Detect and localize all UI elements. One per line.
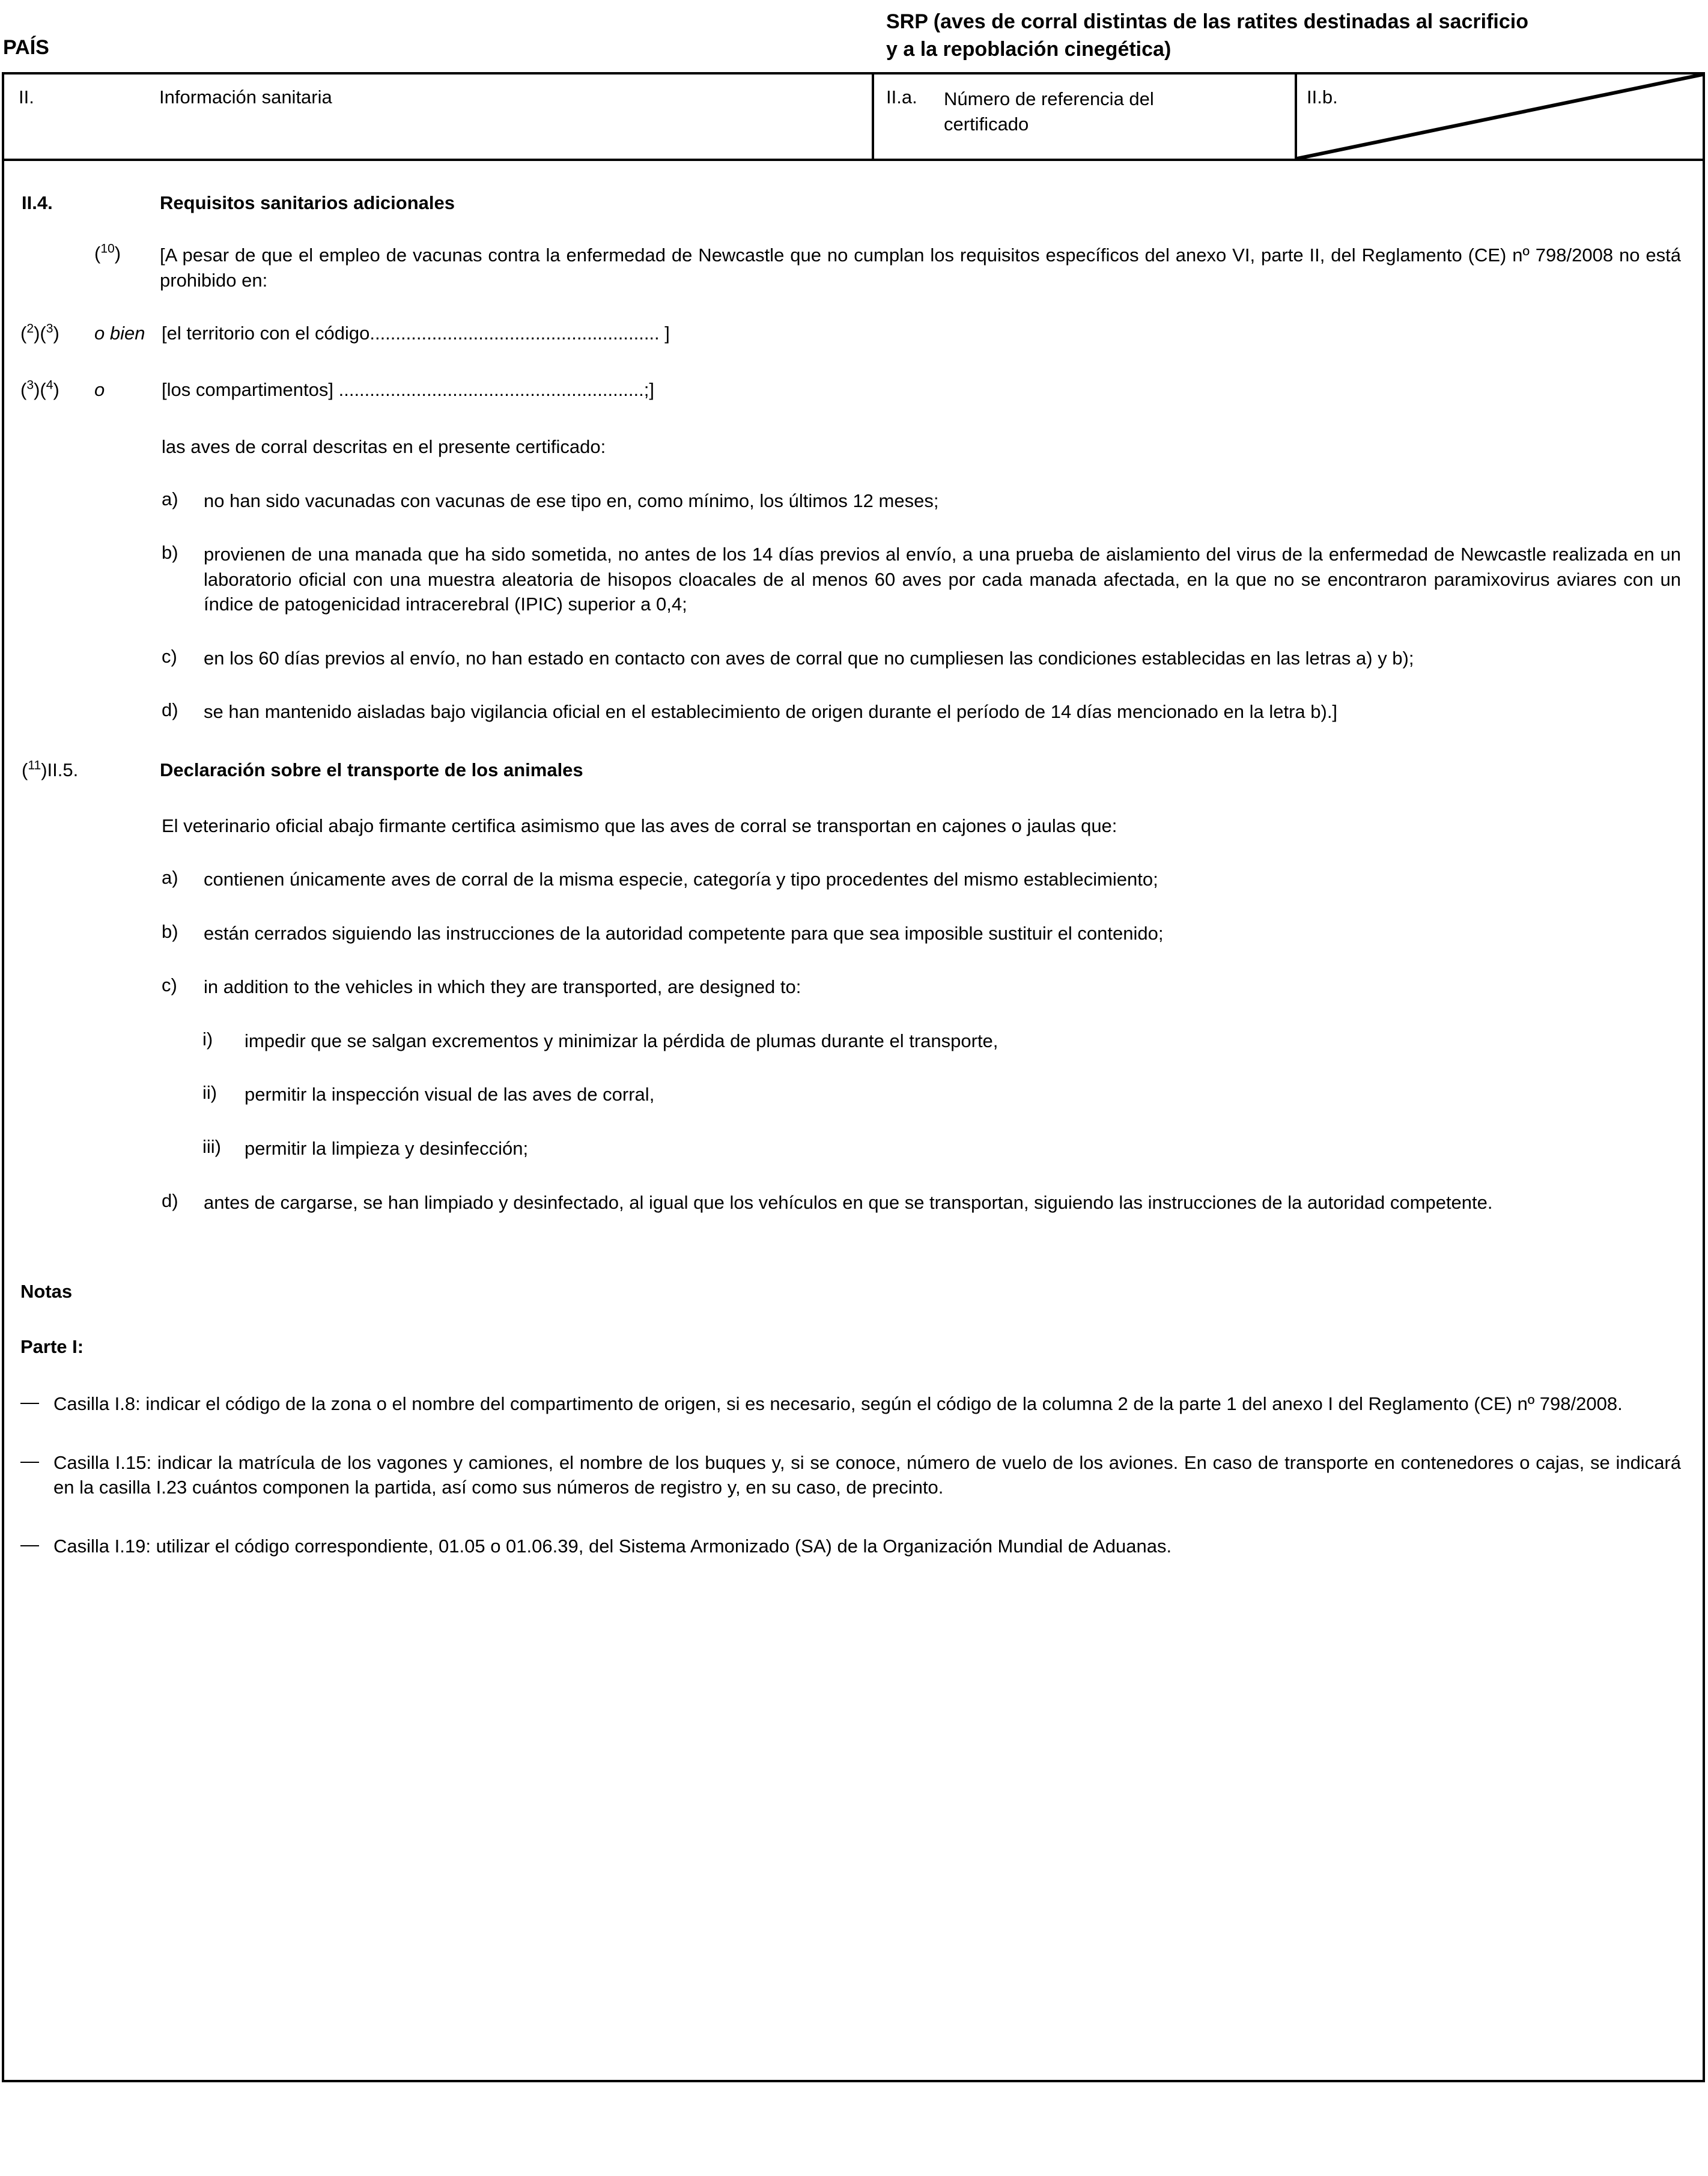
list-item-marker: c) bbox=[162, 645, 177, 667]
option-1-content: [el territorio con el código........................................................ ] bbox=[162, 323, 670, 344]
list-item bbox=[4, 646, 1703, 671]
footnote-marker-10: ($^{10}$) bbox=[94, 242, 121, 264]
list-item-text: antes de cargarse, se han limpiado y desinfectado, al igual que los vehículos en que se transportan, siguiendo las instrucciones de la autoridad competente. bbox=[204, 1191, 1493, 1213]
note-item-text: Casilla I.19: utilizar el código correspondiente, 01.05 o 01.06.39, del Sistema Armonizado (SA) de la Organización Mundial de Aduanas. bbox=[53, 1535, 1172, 1557]
section-label: Información sanitaria bbox=[159, 87, 332, 108]
header-cell-iib bbox=[1295, 74, 1703, 159]
option-2-markers: ($^3$)($^4$) bbox=[20, 378, 59, 401]
list-item bbox=[4, 921, 1703, 946]
section-ii4-title: Requisitos sanitarios adicionales bbox=[160, 192, 455, 213]
certificate-title bbox=[886, 8, 1708, 64]
table-header-row bbox=[4, 74, 1703, 161]
option-1-sup-a: 2 bbox=[26, 321, 34, 336]
list-item bbox=[4, 1190, 1703, 1215]
document-table bbox=[2, 72, 1705, 2082]
sub-list-item-text: permitir la inspección visual de las aves de corral, bbox=[245, 1084, 655, 1105]
option-line-compartments bbox=[4, 379, 1703, 406]
sub-list-item-marker: i) bbox=[202, 1028, 213, 1050]
list-item-text: in addition to the vehicles in which they are transported, are designed to: bbox=[204, 976, 801, 998]
list-item-text: se han mantenido aisladas bajo vigilancia oficial en el establecimiento de origen durante el período de 14 días mencionado en la letra b).] bbox=[204, 701, 1338, 723]
list-item-marker: d) bbox=[162, 699, 178, 721]
sub-list-item-marker: ii) bbox=[202, 1082, 217, 1104]
reference-number-label: II.a. bbox=[886, 87, 917, 108]
header-cell-section bbox=[4, 74, 872, 159]
list-item-marker: b) bbox=[162, 542, 178, 564]
section-ii5-footnote-sup: 11 bbox=[28, 758, 41, 773]
section-heading-ii4 bbox=[4, 192, 1703, 217]
reference-label-line2: certificado bbox=[944, 113, 1029, 135]
list-item bbox=[4, 867, 1703, 892]
ii5-lead-in: El veterinario oficial abajo firmante certifica asimismo que las aves de corral se transportan en cajones o jaulas que: bbox=[162, 815, 1117, 836]
notes-heading: Notas bbox=[20, 1281, 73, 1302]
ii4-lead-in: las aves de corral descritas en el presente certificado: bbox=[162, 436, 606, 458]
list-item-text: provienen de una manada que ha sido sometida, no antes de los 14 días previos al envío, a una prueba de aislamiento del virus de la enfermedad de Newcastle realizada en un laboratorio oficial con una muestra aleatoria de hisopos cloacales de al menos 60 aves por cada manada afectada, en la que no se encontraron paramixovirus aviares con un índice de patogenicidad intracerebral (IPIC) superior a 0,4; bbox=[204, 544, 1681, 615]
list-item-marker: b) bbox=[162, 920, 178, 942]
sub-list-item-text: permitir la limpieza y desinfección; bbox=[245, 1137, 529, 1159]
sub-list-item bbox=[4, 1082, 1703, 1107]
note-item bbox=[4, 1391, 1703, 1417]
diagonal-strikethrough-icon bbox=[1297, 74, 1703, 159]
notes-part-heading: Parte I: bbox=[20, 1336, 84, 1358]
note-dash-icon: — bbox=[20, 1391, 39, 1413]
reference-label-line1: Número de referencia del bbox=[944, 88, 1154, 109]
note-item-text: Casilla I.8: indicar el código de la zona o el nombre del compartimento de origen, si es necesario, según el código de la columna 2 de la parte 1 del anexo I del Reglamento (CE) nº 798/2008. bbox=[53, 1393, 1623, 1415]
note-dash-icon: — bbox=[20, 1533, 39, 1555]
sub-list-item bbox=[4, 1136, 1703, 1161]
certificate-title-line1: SRP (aves de corral distintas de las ratites destinadas al sacrificio bbox=[886, 10, 1528, 33]
list-item-marker: a) bbox=[162, 867, 178, 889]
section-number: II. bbox=[19, 87, 34, 108]
iib-number-label: II.b. bbox=[1307, 87, 1338, 108]
option-1-sup-b: 3 bbox=[46, 321, 53, 336]
sub-list-item-text: impedir que se salgan excrementos y minimizar la pérdida de plumas durante el transporte, bbox=[245, 1030, 998, 1051]
list-item-marker: c) bbox=[162, 974, 177, 996]
option-2-content: [los compartimentos] ...........................................................;] bbox=[162, 379, 654, 401]
list-item-text: están cerrados siguiendo las instrucciones de la autoridad competente para que sea imposible sustituir el contenido; bbox=[204, 922, 1164, 944]
footnote-paragraph-10 bbox=[4, 243, 1703, 293]
sub-list-item bbox=[4, 1029, 1703, 1054]
option-2-keyword: o bbox=[94, 379, 105, 401]
reference-label bbox=[944, 87, 1284, 137]
list-item-text: contienen únicamente aves de corral de la misma especie, categoría y tipo procedentes del mismo establecimiento; bbox=[204, 869, 1158, 890]
page-header-band bbox=[0, 0, 1708, 72]
section-ii5-title: Declaración sobre el transporte de los animales bbox=[160, 759, 583, 780]
list-item bbox=[4, 699, 1703, 725]
note-item bbox=[4, 1450, 1703, 1500]
section-ii4-number: II.4. bbox=[22, 192, 53, 213]
list-item bbox=[4, 542, 1703, 617]
section-ii5-number: ($^{11}$)II.5. bbox=[22, 758, 79, 780]
list-item bbox=[4, 974, 1703, 1000]
list-item-text: en los 60 días previos al envío, no han estado en contacto con aves de corral que no cumpliesen las condiciones establecidas en las letras a) y b); bbox=[204, 647, 1414, 669]
option-2-sup-a: 3 bbox=[26, 378, 34, 392]
option-line-territory bbox=[4, 323, 1703, 349]
list-item-marker: a) bbox=[162, 488, 178, 509]
note-item-text: Casilla I.15: indicar la matrícula de los vagones y camiones, el nombre de los buques y, si se conoce, número de vuelo de los aviones. En caso de transporte en contenedores o cajas, se indicará en la casilla I.23 cuántos componen la partida, así como sus números de registro y, en su caso, de precinto. bbox=[53, 1451, 1681, 1498]
certificate-title-line2: y a la repoblación cinegética) bbox=[886, 37, 1172, 61]
note-item bbox=[4, 1534, 1703, 1559]
option-1-markers: ($^2$)($^3$) bbox=[20, 321, 59, 344]
country-label: PAÍS bbox=[3, 36, 49, 59]
list-item-marker: d) bbox=[162, 1190, 178, 1211]
section-heading-ii5 bbox=[4, 759, 1703, 785]
list-item bbox=[4, 488, 1703, 514]
option-2-sup-b: 4 bbox=[46, 378, 53, 392]
header-cell-certificate-reference bbox=[872, 74, 1295, 159]
list-item-text: no han sido vacunadas con vacunas de ese tipo en, como mínimo, los últimos 12 meses; bbox=[204, 490, 939, 511]
note-dash-icon: — bbox=[20, 1450, 39, 1471]
table-body bbox=[4, 192, 1703, 1558]
option-1-keyword: o bien bbox=[94, 323, 145, 344]
sub-list-item-marker: iii) bbox=[202, 1135, 221, 1157]
footnote-paragraph-10-text: [A pesar de que el empleo de vacunas contra la enfermedad de Newcastle que no cumplan los requisitos específicos del anexo VI, parte II, del Reglamento (CE) nº 798/2008 no está prohibido en: bbox=[160, 245, 1681, 291]
footnote-marker-10-sup: 10 bbox=[100, 242, 115, 256]
